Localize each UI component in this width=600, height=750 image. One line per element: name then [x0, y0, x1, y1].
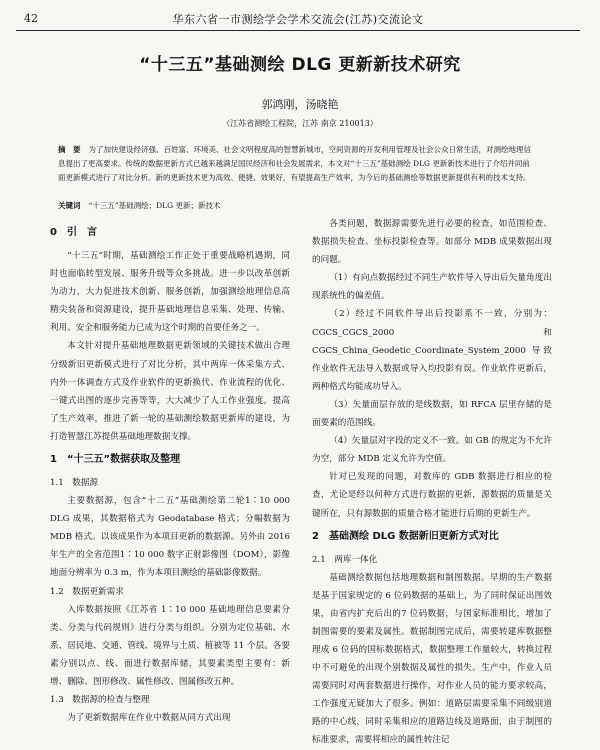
paper-authors: 郭鸿刚，汤晓艳 [261, 98, 339, 111]
subsection-1-2-heading: 1.2 数据更新需求 [50, 586, 124, 597]
abstract-label: 摘 要 [58, 145, 81, 154]
subsection-2-1-text: 基础测绘数据包括地理数据和制图数据。早期的生产数据是基于国家规定的 6 位码数据的基础上，为了同时保证出图效果，由省内扩充后出的7 位码数据，与国家标准相比，增加了制图需要的要素及属性。数据制图完成后，需要转建库数据整理成 6 位码的国标数据格式，数据整理工作量较大，转换过程中不可避免的出现个别数据及属性的损失。生产中，作业人员需要同时对两套数据进行操作，对作业人员的能力要求较高，工作强度无疑加大了很多。例如：道路层需要采集不同级别道路的中心线，同时采集相应的道路边线及道路面，由于制图的标准要求，需要将相应的属性转注记 [312, 572, 552, 746]
page-number: 42 [24, 12, 38, 25]
right-paragraph-0: 各类问题，数据源需要先进行必要的检查，如范围检查、数据损失检查、坐标投影检查等。如部分 MDB 成果数据出现的问题。 [312, 219, 552, 266]
subsection-2-1-heading: 2.1 两库一体化 [312, 554, 378, 565]
subsection-1-1-text: 主要数据源，包含“十二五”基础测绘第二轮1∶10 000 DLG 成果，其数据格式为 Geodatabase 格式；分幅数据为 MDB 格式。以该成果作为本项目更新的数据源。另外由 2016 年生产的全省范围1∶10 000 数字正射影像图（DOM），影像地面分辨率为 0.3 m，作为本项目测绘的基础影像数据。 [50, 496, 290, 579]
section-0-heading: 0 引 言 [50, 227, 97, 238]
section-1-heading: 1 “十三五”数据获取及整理 [50, 454, 181, 466]
section-2-heading: 2 基础测绘 DLG 数据新旧更新方式对比 [312, 530, 499, 542]
issue-item-3: （3）矢量面层存放的是线数据，如 RFCA 层里存储的是面要素的范围线。 [312, 399, 552, 429]
paper-affiliation: （江苏省测绘工程院，江苏 南京 210013） [222, 119, 378, 128]
subsection-1-1-heading: 1.1 数据源 [50, 478, 99, 489]
issue-item-2: （2）经过不同软件导出后投影系不一致，分别为：CGCS_CGCS_2000 和 CGCS_China_Geodetic_Coordinate_System_2000 导致作业软件无法导入数据或导入均投影有误。作业软件更新后，两种格式均能成功导入。 [312, 309, 552, 392]
right-column [312, 215, 552, 750]
subsection-1-3-heading: 1.3 数据源的检查与整理 [50, 694, 150, 705]
header-rule [16, 30, 580, 31]
abstract [58, 143, 532, 185]
subsection-1-3-text: 为了更新数据库在作业中数据从同方式出现 [67, 712, 231, 723]
issue-item-4: （4）矢量层对字段的定义不一致。如 GB 的规定为不允许为空，部分 MDB 定义允许为空值。 [312, 436, 552, 465]
paper-title: “十三五”基础测绘 DLG 更新新技术研究 [139, 55, 461, 75]
right-paragraph-5: 针对已发现的问题，对数库的 GDB 数据进行相应的检查，尤论是经以何种方式进行数据的更新，源数据的质量是关键所在，只有源数据的质量合格才能进行后期的更新生产。 [312, 472, 552, 519]
abstract-text: 为了加快建设经济强、百姓富、环境美、社会文明程度高的智慧新城市，空间资源的开发利用管理及社会公众日常生活，对测绘地理信息提出了更高要求。传统的数据更新方式已越来越满足国民经济和社会发展需求，本文对“十三五”基础测绘 DLG 更新新技术进行了介绍并同前面更新模式进行了对比分析。新的更新技术更为高效、便捷、效果好，有望提高生产效率，为今后的基础测绘等数据更新提供有利的技术支持。 [58, 145, 531, 182]
issue-item-1: （1）有向点数据经过不同生产软件导入导出后矢量角度出现系统性的偏差值。 [312, 273, 552, 302]
left-column [50, 215, 290, 727]
running-title: 华东六省一市测绘学会学术交流会(江苏)交流论文 [172, 13, 424, 26]
intro-paragraph-1: “十三五”时期，基础测绘工作正处于重要战略机遇期，同时也面临转型发展、服务升级等众多挑战。进一步以改革创新为动力，大力促进技术创新、服务创新，加强测绘地理信息高精尖装备和资源建设，提升基础地理信息采集、处理、传输、利用、安全和服务能力已成为这个时期的首要任务之一。 [50, 251, 290, 334]
subsection-1-2-text: 入库数据按照《江苏省 1∶10 000 基础地理信息要素分类、分类与代码规则》进行分类与组织。分别为定位基础、水系、居民地、交通、管线、境界与土质、植被等 11 个层。各要素分别以点、线、面进行数据库储，其要素类型主要有：新增、删除、图形修改、属性修改、图属修改五种。 [50, 604, 290, 687]
running-header [16, 6, 580, 28]
keywords [58, 199, 532, 213]
intro-paragraph-2: 本文针对提升基础地理数据更新领域的关键技术做出合理分级新旧更新模式进行了对比分析，其中两库一体采集方式、内外一体调查方式及作业软件的更新换代、作业流程的优化、一键式出图的逐步完善等等，大大减少了人工作业强度，提高了生产效率，推进了新一轮的基础测绘数据更新库的建设，为打造智慧江苏提供基础地理数据支撑。 [50, 341, 290, 442]
keywords-text: “十三五”基础测绘；DLG 更新；新技术 [88, 201, 221, 210]
keywords-label: 关键词 [58, 201, 81, 210]
